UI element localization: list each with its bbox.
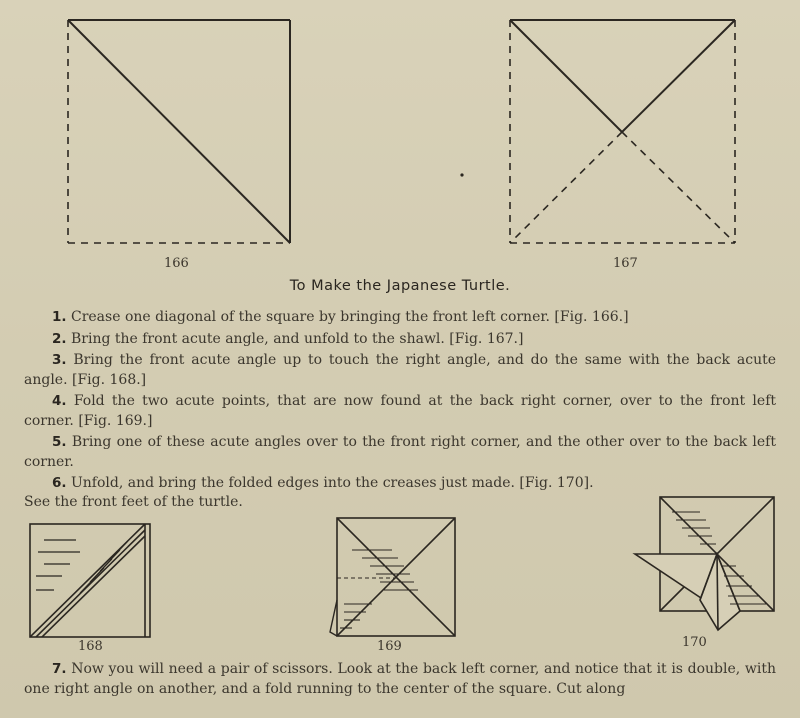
step-number: 3. [52,352,67,368]
step-paragraph-7 [24,659,776,699]
step-paragraph-3 [24,350,776,390]
step-number: 6. [52,475,67,491]
step-text: Bring the front acute angle up to touch the right angle, and do the same with the back acute angle. [Fig. 168.] [24,352,776,388]
figure-caption-168: 168 [78,639,103,654]
figure-caption-166: 166 [164,256,189,271]
step-text: Now you will need a pair of scissors. Look at the back left corner, and notice that it is double, with one right angle on another, and a fold running to the center of the square. Cut along [24,661,776,697]
step-text: Unfold, and bring the folded edges into the creases just made. [Fig. 170]. [70,475,594,491]
step-text: Bring the front acute angle, and unfold to the shawl. [Fig. 167.] [70,331,524,347]
step-number: 4. [52,393,67,409]
step-number: 2. [52,331,67,347]
figure-caption-170: 170 [682,635,707,650]
figure-caption-167: 167 [613,256,638,271]
step-number: 1. [52,309,67,325]
step-paragraph-4 [24,391,776,431]
step-paragraph-5 [24,432,776,472]
section-title: To Make the Japanese Turtle. [289,278,511,294]
figure-caption-169: 169 [377,639,402,654]
step-paragraph-6 [24,473,776,493]
step-paragraph-6-continued [24,492,776,512]
step-text: Fold the two acute points, that are now found at the back right corner, over to the front left corner. [Fig. 169.] [24,393,777,429]
step-paragraph-1 [24,307,776,327]
step-number: 5. [52,434,67,450]
step-number: 7. [52,661,67,677]
step-text: Bring one of these acute angles over to the front right corner, and the other over to the back left corner. [24,434,776,470]
step-text: Crease one diagonal of the square by bringing the front left corner. [Fig. 166.] [70,309,629,325]
step-text: See the front feet of the turtle. [24,494,243,510]
step-paragraph-2 [24,329,776,349]
